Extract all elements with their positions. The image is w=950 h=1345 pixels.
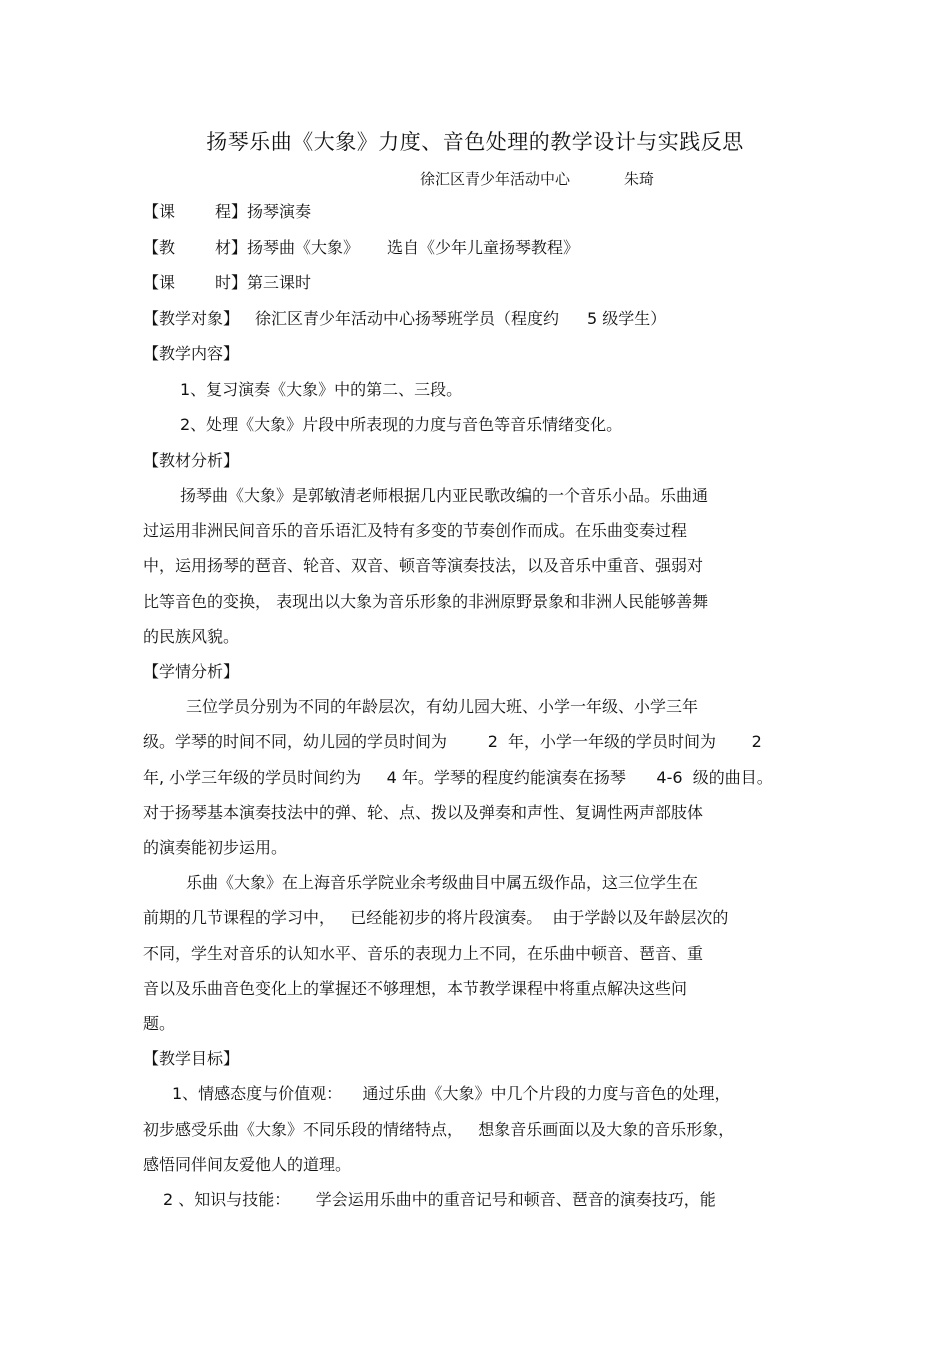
course-row bbox=[143, 201, 311, 223]
content-heading: 【教学内容】 bbox=[143, 344, 240, 363]
material-label-end: 材】 bbox=[215, 238, 248, 257]
student-line: 前期的几节课程的学习中， 已经能初步的将片段演奏。 由于学龄以及年龄层次的 bbox=[143, 908, 729, 927]
target-row bbox=[143, 308, 666, 330]
analysis-line: 的民族风貌。 bbox=[143, 627, 240, 646]
author-org: 徐汇区青少年活动中心 bbox=[420, 170, 571, 188]
content-item-1: 1、复习演奏《大象》中的第二、三段。 bbox=[180, 380, 463, 399]
goal-heading: 【教学目标】 bbox=[143, 1049, 240, 1068]
student-line: 级。学琴的时间不同，幼儿园的学员时间为 2 年，小学一年级的学员时间为 2 bbox=[143, 732, 762, 751]
author-line bbox=[420, 168, 655, 189]
material-label-start: 【教 bbox=[143, 238, 176, 257]
student-line: 乐曲《大象》在上海音乐学院业余考级曲目中属五级作品，这三位学生在 bbox=[186, 873, 699, 892]
student-heading: 【学情分析】 bbox=[143, 662, 240, 681]
goal-line: 2 、知识与技能： 学会运用乐曲中的重音记号和顿音、琶音的演奏技巧，能 bbox=[163, 1190, 716, 1209]
course-label-start: 【课 bbox=[143, 202, 176, 221]
time-label-start: 【课 bbox=[143, 273, 176, 292]
analysis-line: 过运用非洲民间音乐的音乐语汇及特有多变的节奏创作而成。在乐曲变奏过程 bbox=[143, 521, 688, 540]
student-line: 年, 小学三年级的学员时间约为 4 年。学琴的程度约能演奏在扬琴 4-6 级的曲目。 bbox=[143, 768, 773, 787]
student-line: 三位学员分别为不同的年龄层次，有幼儿园大班、小学一年级、小学三年 bbox=[186, 697, 699, 716]
student-line: 音以及乐曲音色变化上的掌握还不够理想，本节教学课程中将重点解决这些问 bbox=[143, 979, 688, 998]
document-title: 扬琴乐曲《大象》力度、音色处理的教学设计与实践反思 bbox=[206, 130, 744, 154]
goal-line: 感悟同伴间友爱他人的道理。 bbox=[143, 1155, 352, 1174]
material-source: 选自《少年儿童扬琴教程》 bbox=[387, 238, 580, 257]
student-line: 不同，学生对音乐的认知水平、音乐的表现力上不同，在乐曲中顿音、琶音、重 bbox=[143, 944, 704, 963]
target-value: 徐汇区青少年活动中心扬琴班学员（程度约 bbox=[255, 309, 560, 328]
content-item-2: 2、处理《大象》片段中所表现的力度与音色等音乐情绪变化。 bbox=[180, 415, 623, 434]
goal-line: 初步感受乐曲《大象》不同乐段的情绪特点， 想象音乐画面以及大象的音乐形象， bbox=[143, 1120, 735, 1139]
author-name: 朱琦 bbox=[624, 170, 655, 188]
analysis-line: 扬琴曲《大象》是郭敏清老师根据几内亚民歌改编的一个音乐小品。乐曲通 bbox=[180, 486, 709, 505]
target-label: 【教学对象】 bbox=[143, 309, 240, 328]
time-row bbox=[143, 272, 311, 294]
student-line: 对于扬琴基本演奏技法中的弹、轮、点、拨以及弹奏和声性、复调性两声部肢体 bbox=[143, 803, 704, 822]
time-label-end: 时】 bbox=[215, 273, 248, 292]
course-value: 扬琴演奏 bbox=[247, 202, 312, 221]
time-value: 第三课时 bbox=[247, 273, 312, 292]
analysis-line: 中，运用扬琴的琶音、轮音、双音、顿音等演奏技法，以及音乐中重音、强弱对 bbox=[143, 556, 704, 575]
material-row bbox=[143, 237, 579, 259]
student-line: 题。 bbox=[143, 1014, 176, 1033]
student-line: 的演奏能初步运用。 bbox=[143, 838, 288, 857]
target-level: 5 级学生） bbox=[587, 309, 667, 328]
analysis-line: 比等音色的变换， 表现出以大象为音乐形象的非洲原野景象和非洲人民能够善舞 bbox=[143, 592, 709, 611]
course-label-end: 程】 bbox=[215, 202, 248, 221]
goal-line: 1、情感态度与价值观： 通过乐曲《大象》中几个片段的力度与音色的处理， bbox=[172, 1084, 731, 1103]
analysis-heading: 【教材分析】 bbox=[143, 451, 240, 470]
material-value: 扬琴曲《大象》 bbox=[247, 238, 360, 257]
